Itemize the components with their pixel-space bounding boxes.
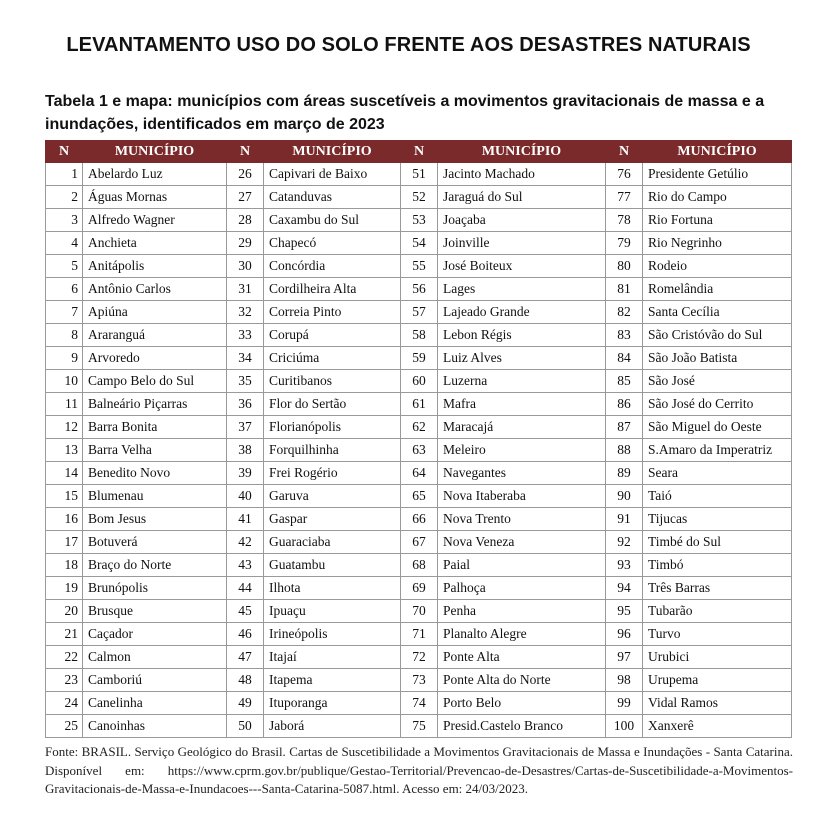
row-number: 7 [46,301,83,324]
row-number: 29 [227,232,264,255]
municipality-name: Nova Trento [438,508,606,531]
municipality-name: Campo Belo do Sul [83,370,227,393]
municipality-name: Benedito Novo [83,462,227,485]
municipality-name: Rio Fortuna [643,209,792,232]
row-number: 14 [46,462,83,485]
municipality-name: Cordilheira Alta [264,278,401,301]
row-number: 48 [227,669,264,692]
table-row [46,347,792,370]
row-number: 89 [606,462,643,485]
table-row [46,370,792,393]
row-number: 39 [227,462,264,485]
row-number: 69 [401,577,438,600]
municipality-name: Arvoredo [83,347,227,370]
municipality-name: Irineópolis [264,623,401,646]
table-row [46,554,792,577]
municipality-name: Ipuaçu [264,600,401,623]
municipality-name: Apiúna [83,301,227,324]
row-number: 41 [227,508,264,531]
municipality-name: Lebon Régis [438,324,606,347]
municipality-name: Ituporanga [264,692,401,715]
municipality-name: Forquilhinha [264,439,401,462]
row-number: 58 [401,324,438,347]
row-number: 9 [46,347,83,370]
table-row [46,692,792,715]
row-number: 52 [401,186,438,209]
table-row [46,646,792,669]
row-number: 30 [227,255,264,278]
municipality-name: Ponte Alta [438,646,606,669]
municipality-name: Lajeado Grande [438,301,606,324]
municipality-name: Braço do Norte [83,554,227,577]
municipality-name: Tijucas [643,508,792,531]
municipality-name: Joinville [438,232,606,255]
header-n: N [227,141,264,163]
municipality-name: Florianópolis [264,416,401,439]
row-number: 43 [227,554,264,577]
row-number: 34 [227,347,264,370]
row-number: 42 [227,531,264,554]
municipality-name: Jaborá [264,715,401,738]
row-number: 22 [46,646,83,669]
document-title: LEVANTAMENTO USO DO SOLO FRENTE AOS DESASTRES NATURAIS [66,34,751,56]
municipality-name: Chapecó [264,232,401,255]
table-row [46,439,792,462]
municipality-name: Anchieta [83,232,227,255]
row-number: 98 [606,669,643,692]
row-number: 65 [401,485,438,508]
row-number: 33 [227,324,264,347]
row-number: 12 [46,416,83,439]
municipality-name: Mafra [438,393,606,416]
table-caption: Tabela 1 e mapa: municípios com áreas suscetíveis a movimentos gravitacionais de massa e a inundações, identificados em março de 2023 [45,93,765,133]
municipality-name: Caçador [83,623,227,646]
table-row [46,600,792,623]
row-number: 50 [227,715,264,738]
municipality-name: Catanduvas [264,186,401,209]
row-number: 23 [46,669,83,692]
row-number: 93 [606,554,643,577]
municipality-name: Planalto Alegre [438,623,606,646]
row-number: 61 [401,393,438,416]
municipality-name: Balneário Piçarras [83,393,227,416]
municipality-name: Corupá [264,324,401,347]
header-n: N [46,141,83,163]
row-number: 97 [606,646,643,669]
municipality-name: Taió [643,485,792,508]
row-number: 8 [46,324,83,347]
municipality-name: Blumenau [83,485,227,508]
table-body [46,163,792,738]
municipality-name: Capivari de Baixo [264,163,401,186]
row-number: 99 [606,692,643,715]
municipality-name: Três Barras [643,577,792,600]
row-number: 49 [227,692,264,715]
row-number: 83 [606,324,643,347]
municipality-name: Ponte Alta do Norte [438,669,606,692]
row-number: 85 [606,370,643,393]
row-number: 2 [46,186,83,209]
municipalities-table [45,140,792,738]
municipality-name: Calmon [83,646,227,669]
row-number: 38 [227,439,264,462]
row-number: 53 [401,209,438,232]
row-number: 79 [606,232,643,255]
municipality-name: Alfredo Wagner [83,209,227,232]
row-number: 32 [227,301,264,324]
row-number: 56 [401,278,438,301]
municipality-name: Anitápolis [83,255,227,278]
row-number: 18 [46,554,83,577]
row-number: 72 [401,646,438,669]
municipality-name: Navegantes [438,462,606,485]
header-municipio: MUNICÍPIO [83,141,227,163]
row-number: 66 [401,508,438,531]
row-number: 51 [401,163,438,186]
municipality-name: Curitibanos [264,370,401,393]
table-row [46,508,792,531]
row-number: 28 [227,209,264,232]
municipality-name: Frei Rogério [264,462,401,485]
municipality-name: Gaspar [264,508,401,531]
municipality-name: Rodeio [643,255,792,278]
table-row [46,462,792,485]
header-municipio: MUNICÍPIO [438,141,606,163]
row-number: 27 [227,186,264,209]
row-number: 90 [606,485,643,508]
row-number: 84 [606,347,643,370]
row-number: 76 [606,163,643,186]
table-header [46,141,792,163]
municipality-name: Urupema [643,669,792,692]
municipality-name: Caxambu do Sul [264,209,401,232]
municipality-name: Bom Jesus [83,508,227,531]
row-number: 16 [46,508,83,531]
row-number: 10 [46,370,83,393]
municipality-name: Itajaí [264,646,401,669]
row-number: 92 [606,531,643,554]
table-row [46,623,792,646]
municipality-name: Garuva [264,485,401,508]
municipality-name: Ilhota [264,577,401,600]
row-number: 63 [401,439,438,462]
row-number: 15 [46,485,83,508]
row-number: 75 [401,715,438,738]
municipality-name: Santa Cecília [643,301,792,324]
row-number: 91 [606,508,643,531]
municipality-name: São João Batista [643,347,792,370]
row-number: 78 [606,209,643,232]
municipality-name: Antônio Carlos [83,278,227,301]
table-row [46,393,792,416]
row-number: 31 [227,278,264,301]
row-number: 54 [401,232,438,255]
municipality-name: Canelinha [83,692,227,715]
municipality-name: Flor do Sertão [264,393,401,416]
row-number: 82 [606,301,643,324]
table-row [46,324,792,347]
municipality-name: Jacinto Machado [438,163,606,186]
row-number: 59 [401,347,438,370]
row-number: 71 [401,623,438,646]
row-number: 11 [46,393,83,416]
row-number: 21 [46,623,83,646]
table-row [46,232,792,255]
table-row [46,715,792,738]
header-municipio: MUNICÍPIO [264,141,401,163]
municipality-name: Seara [643,462,792,485]
municipality-name: Urubici [643,646,792,669]
municipality-name: Palhoça [438,577,606,600]
municipality-name: Correia Pinto [264,301,401,324]
municipality-name: Porto Belo [438,692,606,715]
row-number: 47 [227,646,264,669]
row-number: 64 [401,462,438,485]
row-number: 88 [606,439,643,462]
municipality-name: Paial [438,554,606,577]
row-number: 62 [401,416,438,439]
municipality-name: São Cristóvão do Sul [643,324,792,347]
table-row [46,278,792,301]
municipality-name: Presidente Getúlio [643,163,792,186]
table-row [46,577,792,600]
row-number: 60 [401,370,438,393]
municipality-name: Abelardo Luz [83,163,227,186]
table-row [46,301,792,324]
row-number: 80 [606,255,643,278]
municipality-name: São José [643,370,792,393]
row-number: 73 [401,669,438,692]
row-number: 40 [227,485,264,508]
row-number: 26 [227,163,264,186]
row-number: 45 [227,600,264,623]
table-row [46,255,792,278]
municipality-name: Turvo [643,623,792,646]
table-row [46,186,792,209]
municipality-name: Barra Bonita [83,416,227,439]
header-n: N [606,141,643,163]
table-row [46,669,792,692]
municipality-name: Luzerna [438,370,606,393]
row-number: 46 [227,623,264,646]
source-note: Fonte: BRASIL. Serviço Geológico do Brasil. Cartas de Suscetibilidade a Movimentos Gravitacionais de Massa e Inundações - Santa Catarina. Disponível em: https://www.cprm.gov.br/publique/Gestao-Territorial/Prevencao-de-Desastres/Cartas-de-Suscetibilidade-a-Movimentos-Gravitacionais-de-Massa-e-Inundacoes---Santa-Catarina-5087.html. Acesso em: 24/03/2023. [45,744,793,796]
municipality-name: Concórdia [264,255,401,278]
municipality-name: Camboriú [83,669,227,692]
municipality-name: Penha [438,600,606,623]
row-number: 1 [46,163,83,186]
row-number: 57 [401,301,438,324]
municipality-name: Brusque [83,600,227,623]
municipality-name: Xanxerê [643,715,792,738]
municipality-name: Maracajá [438,416,606,439]
row-number: 20 [46,600,83,623]
municipality-name: Nova Veneza [438,531,606,554]
row-number: 25 [46,715,83,738]
table-row [46,485,792,508]
municipality-name: Nova Itaberaba [438,485,606,508]
municipality-name: Araranguá [83,324,227,347]
row-number: 37 [227,416,264,439]
row-number: 24 [46,692,83,715]
municipality-name: Presid.Castelo Branco [438,715,606,738]
municipality-name: Itapema [264,669,401,692]
row-number: 3 [46,209,83,232]
row-number: 67 [401,531,438,554]
row-number: 17 [46,531,83,554]
row-number: 5 [46,255,83,278]
municipality-name: Rio Negrinho [643,232,792,255]
municipality-name: Guaraciaba [264,531,401,554]
municipality-name: Joaçaba [438,209,606,232]
row-number: 55 [401,255,438,278]
municipality-name: Luiz Alves [438,347,606,370]
municipality-name: S.Amaro da Imperatriz [643,439,792,462]
header-n: N [401,141,438,163]
row-number: 4 [46,232,83,255]
header-municipio: MUNICÍPIO [643,141,792,163]
municipality-name: Romelândia [643,278,792,301]
table-row [46,531,792,554]
row-number: 95 [606,600,643,623]
table-row [46,209,792,232]
municipality-name: Timbé do Sul [643,531,792,554]
municipality-name: Lages [438,278,606,301]
municipality-name: Guatambu [264,554,401,577]
municipality-name: Jaraguá do Sul [438,186,606,209]
row-number: 6 [46,278,83,301]
row-number: 87 [606,416,643,439]
municipality-name: Timbó [643,554,792,577]
row-number: 19 [46,577,83,600]
municipality-name: Botuverá [83,531,227,554]
table-row [46,163,792,186]
row-number: 74 [401,692,438,715]
municipality-name: José Boiteux [438,255,606,278]
municipality-name: Meleiro [438,439,606,462]
header-row [46,141,792,163]
municipality-name: Rio do Campo [643,186,792,209]
row-number: 86 [606,393,643,416]
municipality-name: Tubarão [643,600,792,623]
row-number: 36 [227,393,264,416]
table-row [46,416,792,439]
row-number: 77 [606,186,643,209]
row-number: 70 [401,600,438,623]
row-number: 94 [606,577,643,600]
municipality-name: São Miguel do Oeste [643,416,792,439]
row-number: 96 [606,623,643,646]
row-number: 44 [227,577,264,600]
municipality-name: Brunópolis [83,577,227,600]
municipality-name: Canoinhas [83,715,227,738]
municipality-name: Águas Mornas [83,186,227,209]
row-number: 35 [227,370,264,393]
municipality-name: Barra Velha [83,439,227,462]
municipality-name: São José do Cerrito [643,393,792,416]
row-number: 68 [401,554,438,577]
municipality-name: Criciúma [264,347,401,370]
row-number: 100 [606,715,643,738]
row-number: 13 [46,439,83,462]
row-number: 81 [606,278,643,301]
municipality-name: Vidal Ramos [643,692,792,715]
